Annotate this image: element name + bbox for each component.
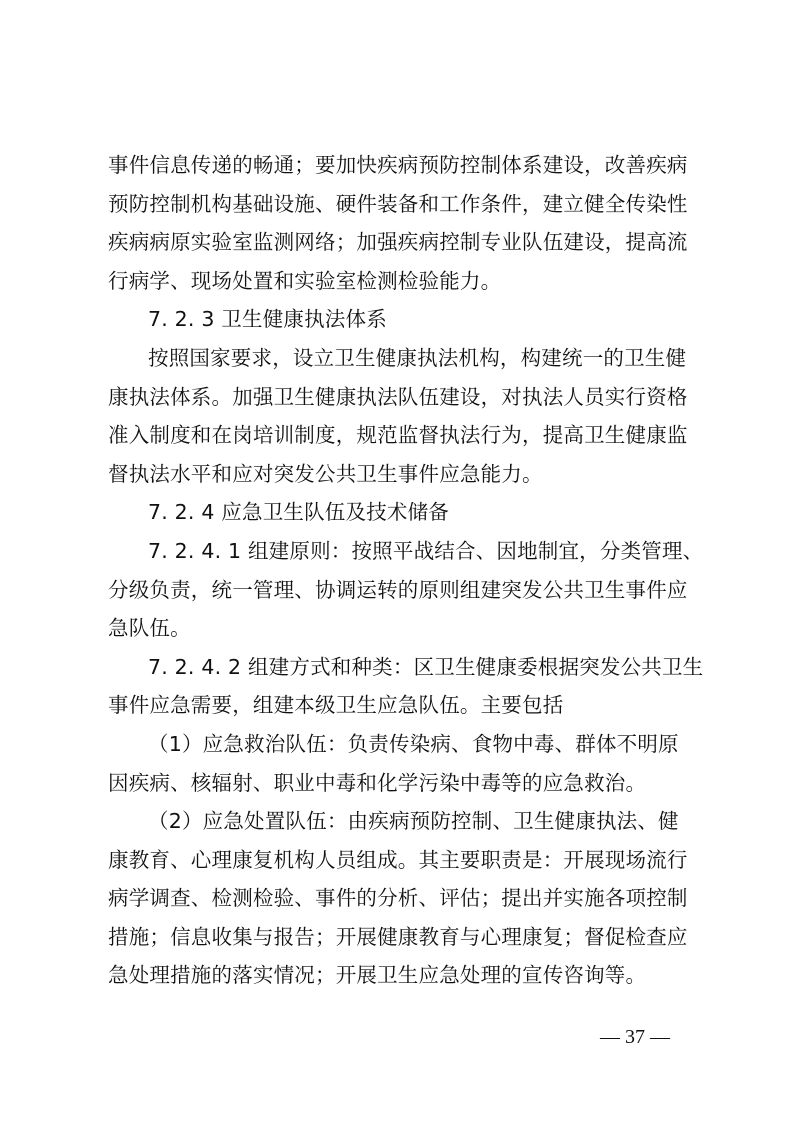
section-heading-7-2-3: 7. 2. 3 卫生健康执法体系 <box>148 307 387 332</box>
paragraph-start: 7. 2. 4. 2 组建方式和种类：区卫生健康委根据突发公共卫生 <box>148 654 704 679</box>
paragraph-start: 按照国家要求，设立卫生健康执法机构，构建统一的卫生健 <box>148 345 687 370</box>
text-line: 事件应急需要，组建本级卫生应急队伍。主要包括 <box>108 693 564 718</box>
body-text <box>108 146 704 995</box>
text-line: 措施；信息收集与报告；开展健康教育与心理康复；督促检查应 <box>108 924 688 949</box>
text-line: 行病学、现场处置和实验室检测检验能力。 <box>108 268 502 293</box>
section-heading-7-2-4: 7. 2. 4 应急卫生队伍及技术储备 <box>148 500 450 525</box>
text-line: 预防控制机构基础设施、硬件装备和工作条件，建立健全传染性 <box>108 191 688 216</box>
text-line: 病学调查、检测检验、事件的分析、评估；提出并实施各项控制 <box>108 886 688 911</box>
text-line: 康执法体系。加强卫生健康执法队伍建设，对执法人员实行资格 <box>108 384 688 409</box>
page-number: — 37 — <box>600 1026 670 1048</box>
text-line: 因疾病、核辐射、职业中毒和化学污染中毒等的应急救治。 <box>108 770 647 795</box>
text-line: 事件信息传递的畅通；要加快疾病预防控制体系建设，改善疾病 <box>108 153 688 177</box>
text-line: 康教育、心理康复机构人员组成。其主要职责是：开展现场流行 <box>108 847 688 872</box>
list-item-start: （1）应急救治队伍：负责传染病、食物中毒、群体不明原 <box>148 731 679 756</box>
text-line: 分级负责，统一管理、协调运转的原则组建突发公共卫生事件应 <box>108 577 688 602</box>
list-item-start: （2）应急处置队伍：由疾病预防控制、卫生健康执法、健 <box>148 809 679 834</box>
text-line: 疾病病原实验室监测网络；加强疾病控制专业队伍建设，提高流 <box>108 230 688 255</box>
text-line: 急队伍。 <box>108 616 191 641</box>
paragraph-start: 7. 2. 4. 1 组建原则：按照平战结合、因地制宜，分类管理、 <box>148 538 704 563</box>
text-line: 准入制度和在岗培训制度，规范监督执法行为，提高卫生健康监 <box>108 423 688 448</box>
text-line: 急处理措施的落实情况；开展卫生应急处理的宣传咨询等。 <box>108 963 647 988</box>
text-line: 督执法水平和应对突发公共卫生事件应急能力。 <box>108 461 543 486</box>
